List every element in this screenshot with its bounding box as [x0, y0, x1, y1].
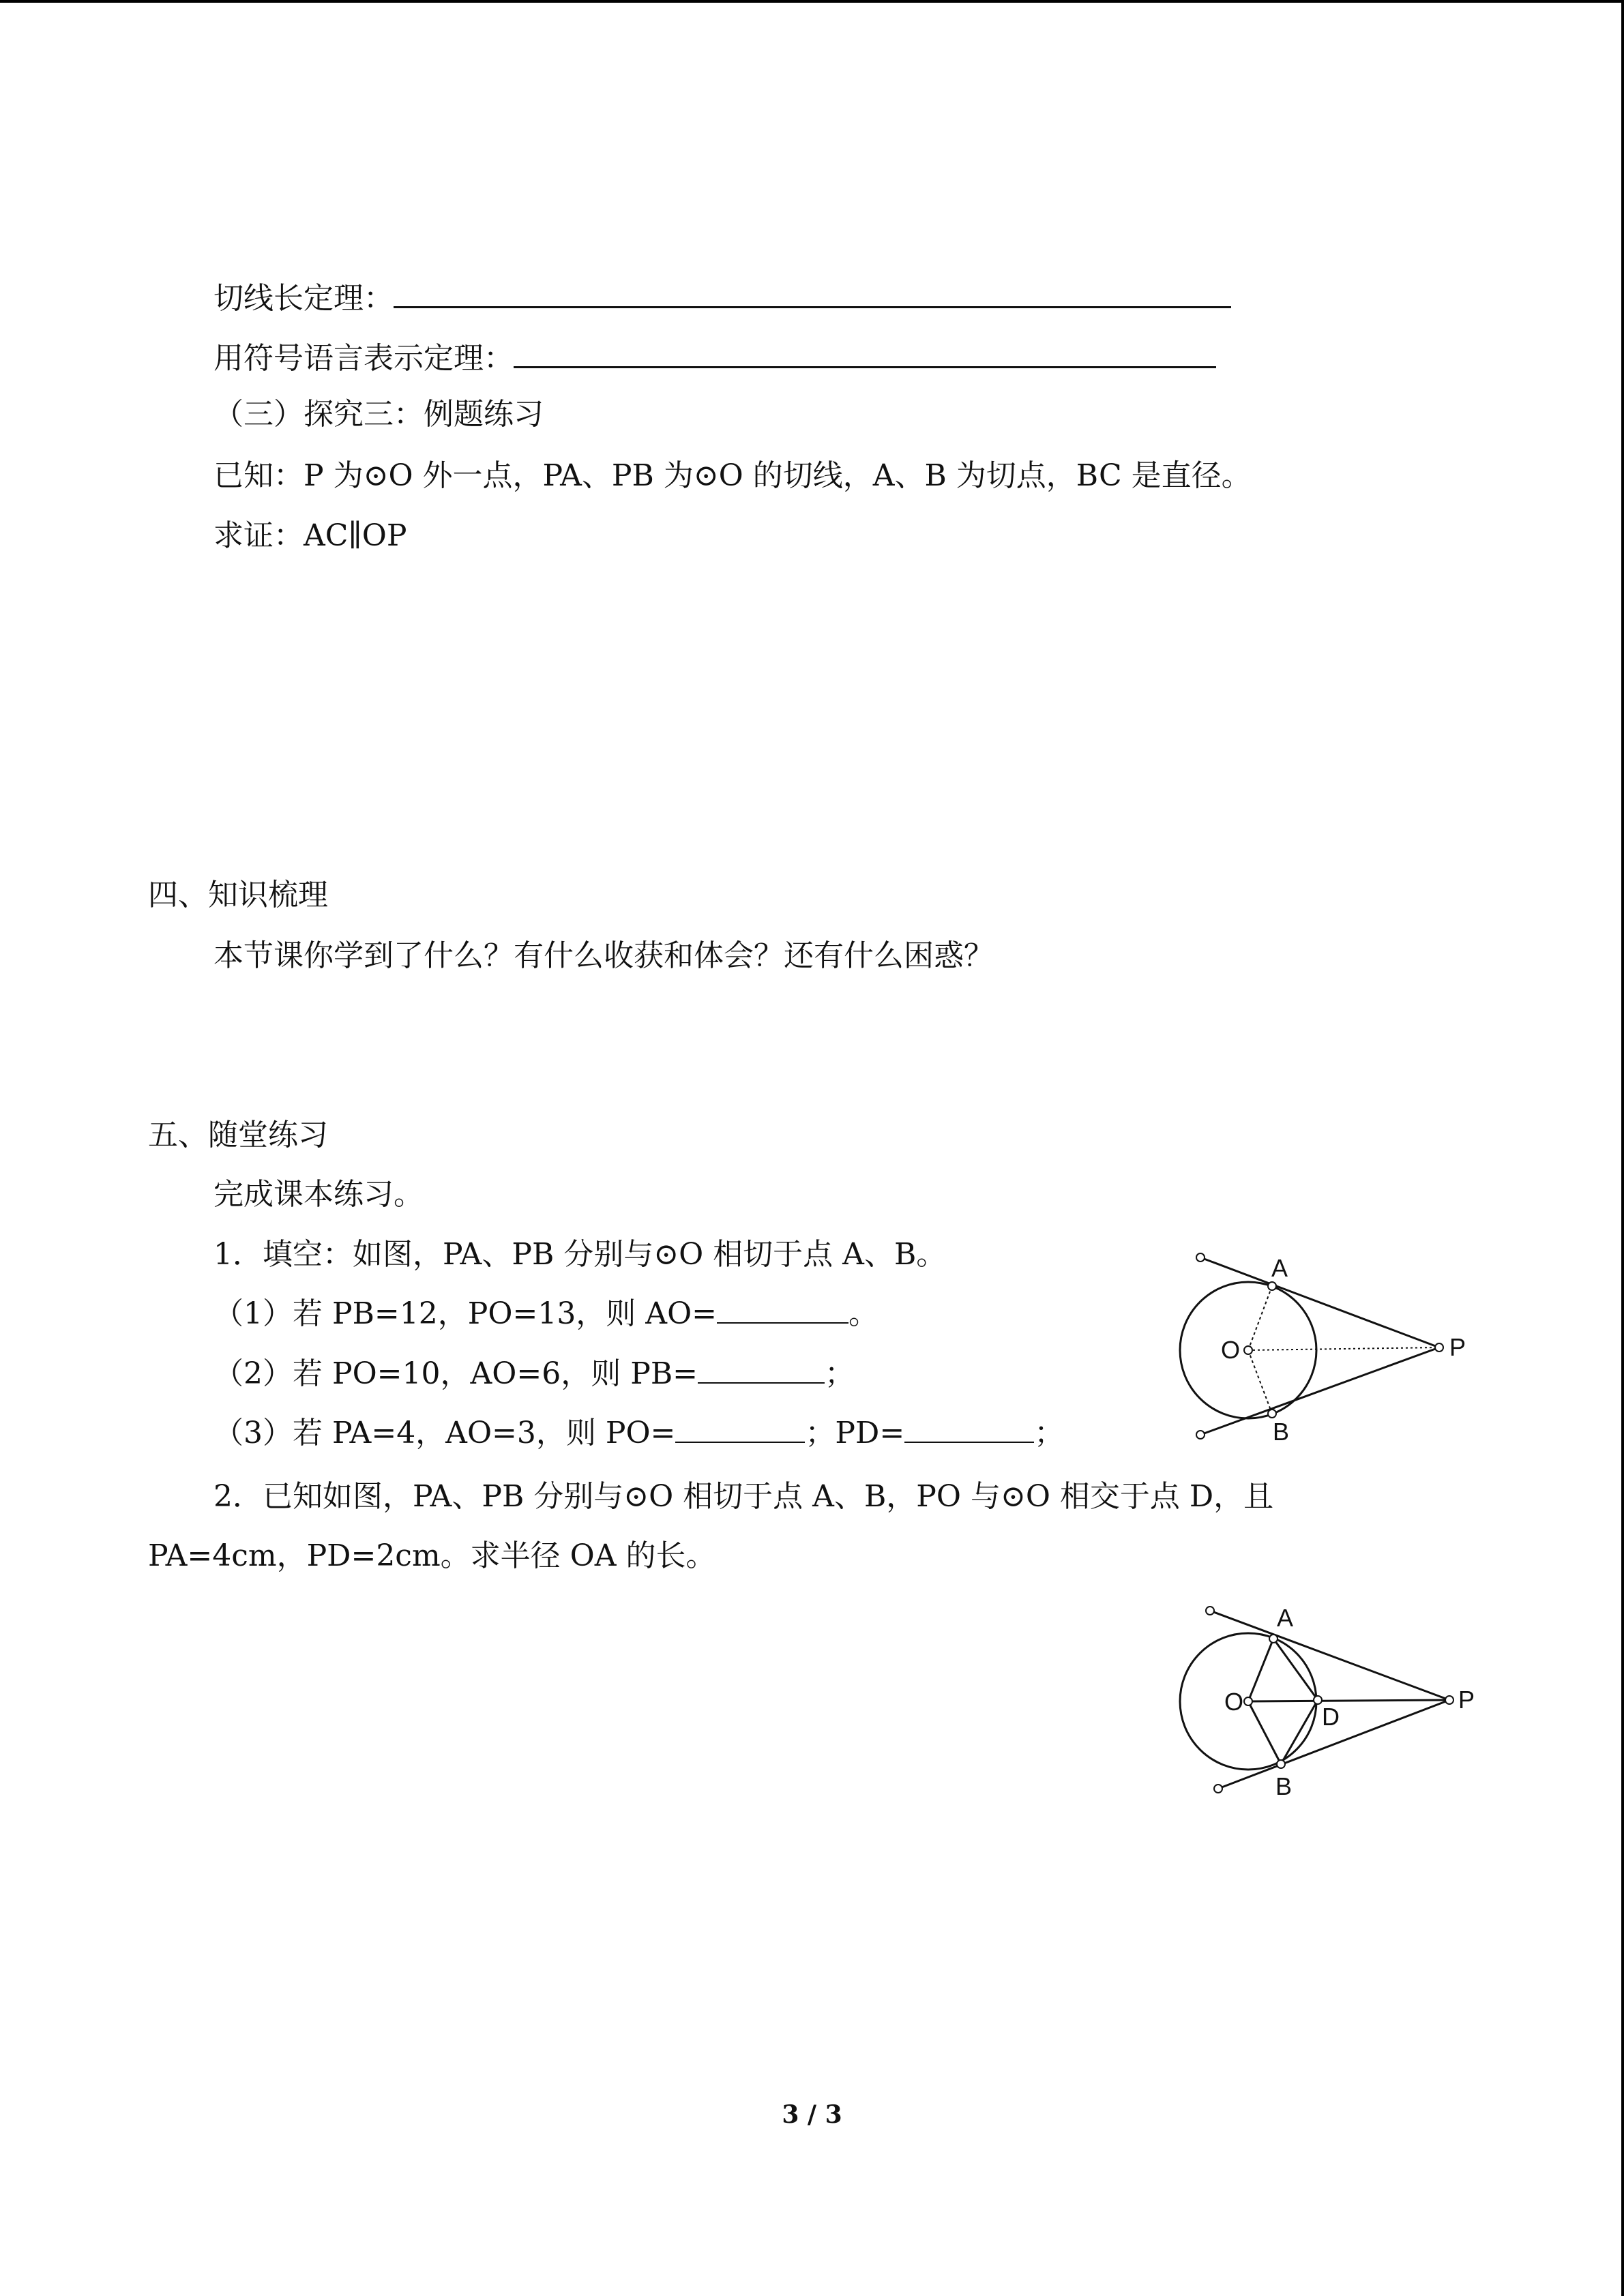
section5-heading: 五、随堂练习 — [148, 1118, 328, 1152]
q1-part2: （2）若 PO=10，AO=6，则 PB= ； — [213, 1356, 855, 1391]
figure2-point-d — [1314, 1696, 1322, 1704]
page-top-border — [0, 0, 1624, 3]
theorem-symbolic-answer-line[interactable] — [514, 336, 1216, 368]
figure2 — [1173, 1596, 1487, 1814]
figure1-point-endpoint-top — [1196, 1253, 1205, 1262]
figure1-point-b — [1268, 1410, 1276, 1418]
figure2-point-a — [1269, 1635, 1278, 1643]
figure2-label-a: A — [1277, 1604, 1294, 1632]
q2-line1: 2．已知如图，PA、PB 分别与⊙O 相切于点 A、B，PO 与⊙O 相交于点 D，且 — [213, 1479, 1274, 1514]
figure1-segment-ob — [1248, 1350, 1272, 1414]
section4-heading: 四、知识梳理 — [148, 878, 328, 912]
figure2-point-endpoint-bottom — [1214, 1785, 1222, 1793]
section4-body: 本节课你学到了什么？有什么收获和体会？还有什么困惑？ — [213, 938, 994, 973]
theorem-symbolic-line — [213, 336, 1216, 379]
figure2-segment-oa — [1248, 1639, 1273, 1701]
explore3-prove: 求证：AC∥OP — [213, 518, 407, 553]
figure2-segment-ob — [1248, 1701, 1281, 1764]
figure2-label-o: O — [1224, 1688, 1244, 1716]
explore3-given: 已知：P 为⊙O 外一点，PA、PB 为⊙O 的切线，A、B 为切点，BC 是直径。 — [213, 458, 1252, 493]
figure2-label-d: D — [1322, 1703, 1340, 1731]
figure1-segment-oa — [1248, 1286, 1272, 1350]
theorem-symbolic-label: 用符号语言表示定理： — [213, 341, 514, 376]
figure2-point-endpoint-top — [1206, 1607, 1214, 1615]
figure1-point-endpoint-bottom — [1196, 1431, 1205, 1439]
q1-part3-blank-po[interactable] — [675, 1414, 805, 1443]
q1-part2-blank[interactable] — [698, 1355, 825, 1384]
figure2-tangent-a — [1210, 1611, 1449, 1700]
q1-part3: （3）若 PA=4，AO=3，则 PO= ；PD= ； — [213, 1416, 1065, 1450]
page-number: 3 / 3 — [782, 2100, 842, 2129]
figure2-point-o — [1244, 1697, 1252, 1705]
q1-stem: 1．填空：如图，PA、PB 分别与⊙O 相切于点 A、B。 — [213, 1237, 947, 1272]
figure2-segment-op — [1248, 1700, 1449, 1701]
figure1-tangent-a — [1200, 1257, 1439, 1347]
q1-part1-blank[interactable] — [717, 1295, 848, 1324]
q1-part1: （1）若 PB=12，PO=13，则 AO= 。 — [213, 1296, 879, 1331]
figure2-segment-bd — [1281, 1700, 1318, 1764]
explore3-title: （三）探究三：例题练习 — [213, 397, 544, 432]
figure2-point-p — [1445, 1696, 1453, 1704]
section5-intro: 完成课本练习。 — [213, 1177, 424, 1212]
q2-line2: PA=4cm，PD=2cm。求半径 OA 的长。 — [148, 1538, 716, 1573]
q1-part3-blank-pd[interactable] — [904, 1414, 1034, 1443]
figure1-point-p — [1435, 1343, 1443, 1352]
figure2-label-p: P — [1458, 1686, 1475, 1714]
figure1-point-o — [1244, 1346, 1252, 1354]
figure1-point-a — [1268, 1282, 1276, 1290]
figure1-label-o: O — [1221, 1336, 1241, 1364]
theorem-label: 切线长定理： — [213, 281, 394, 316]
page-right-border — [1621, 0, 1624, 2296]
figure1-label-p: P — [1449, 1333, 1466, 1361]
figure1-label-a: A — [1271, 1254, 1288, 1282]
theorem-answer-line[interactable] — [394, 276, 1231, 308]
theorem-line — [213, 276, 1231, 319]
figure1-segment-op — [1248, 1347, 1439, 1350]
figure2-label-b: B — [1275, 1772, 1293, 1800]
figure1 — [1173, 1241, 1487, 1459]
figure1-label-b: B — [1273, 1418, 1290, 1446]
figure2-point-b — [1277, 1760, 1285, 1768]
